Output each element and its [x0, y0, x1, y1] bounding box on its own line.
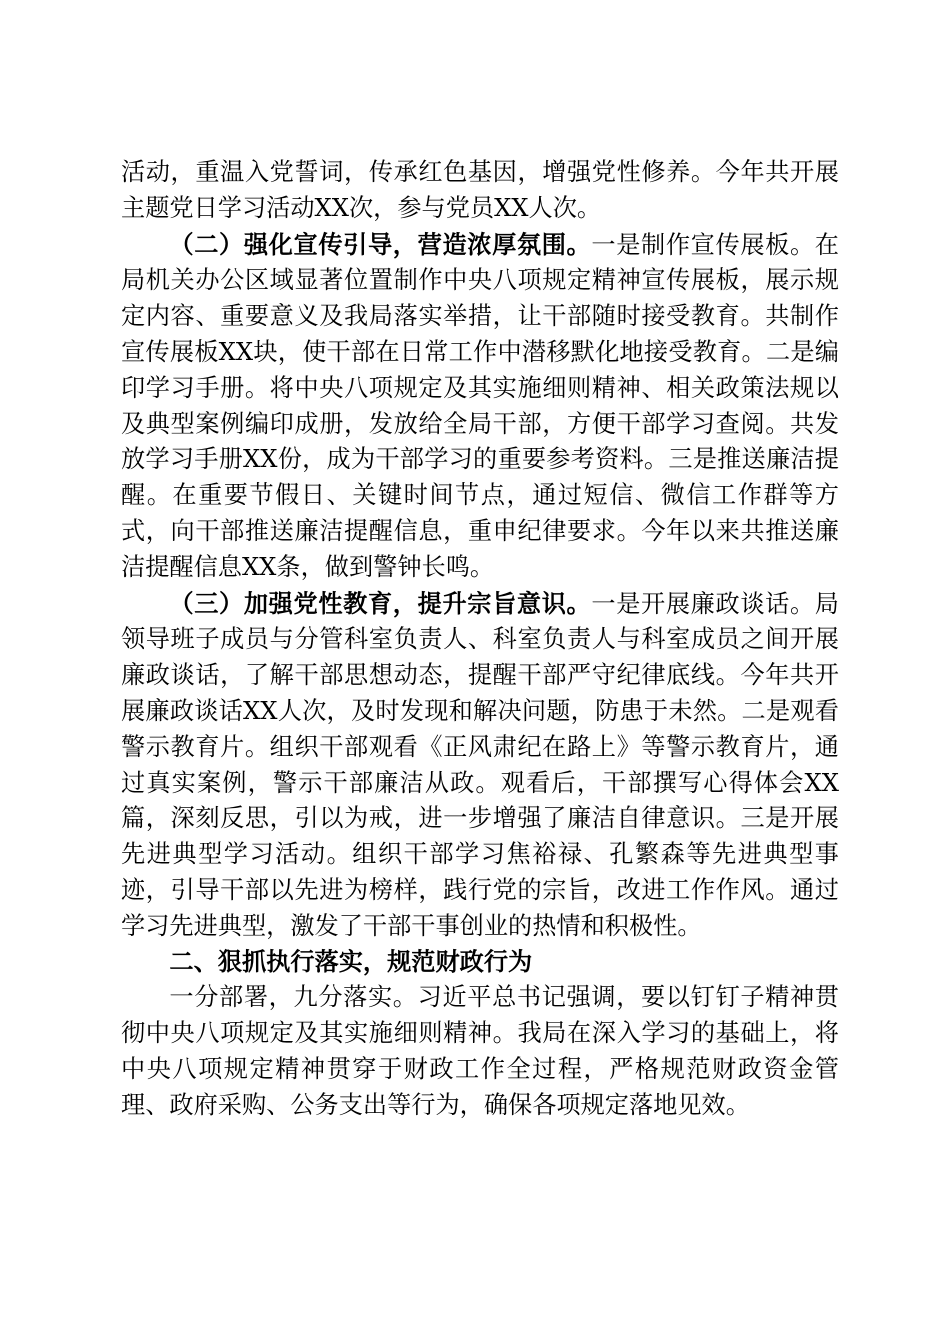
- paragraph-text: 一是制作宣传展板。在局机关办公区域显著位置制作中央八项规定精神宣传展板，展示规定内容、重要意义及我局落实举措，让干部随时接受教育。共制作宣传展板XX块，使干部在日常工作中潜移默化地接受教育。二是编印学习手册。将中央八项规定及其实施细则精神、相关政策法规以及典型案例编印成册，发放给全局干部，方便干部学习查阅。共发放学习手册XX份，成为干部学习的重要参考资料。三是推送廉洁提醒。在重要节假日、关键时间节点，通过短信、微信工作群等方式，向干部推送廉洁提醒信息，重申纪律要求。今年以来共推送廉洁提醒信息XX条，做到警钟长鸣。: [121, 230, 839, 581]
- section-heading-text: 二、狠抓执行落实，规范财政行为: [169, 947, 533, 976]
- paragraph-subsection-2: [121, 227, 839, 586]
- section-heading: [121, 945, 839, 981]
- paragraph-text: 一分部署，九分落实。习近平总书记强调，要以钉钉子精神贯彻中央八项规定及其实施细则精神。我局在深入学习的基础上，将中央八项规定精神贯穿于财政工作全过程，严格规范财政资金管理、政府采购、公务支出等行为，确保各项规定落地见效。: [121, 983, 839, 1119]
- paragraph-subsection-3: [121, 586, 839, 945]
- subsection-lead: （三）加强党性教育，提升宗旨意识。: [169, 588, 592, 618]
- paragraph-text: 活动，重温入党誓词，传承红色基因，增强党性修养。今年共开展主题党日学习活动XX次，参与党员XX人次。: [121, 158, 839, 222]
- subsection-lead: （二）强化宣传引导，营造浓厚氛围。: [169, 229, 592, 259]
- paragraph-continuation: [121, 155, 839, 227]
- document-body: [121, 155, 839, 1124]
- paragraph-normal: [121, 980, 839, 1123]
- paragraph-text: 一是开展廉政谈话。局领导班子成员与分管科室负责人、科室负责人与科室成员之间开展廉政谈话，了解干部思想动态，提醒干部严守纪律底线。今年共开展廉政谈话XX人次，及时发现和解决问题，防患于未然。二是观看警示教育片。组织干部观看《正风肃纪在路上》等警示教育片，通过真实案例，警示干部廉洁从政。观看后，干部撰写心得体会XX篇，深刻反思，引以为戒，进一步增强了廉洁自律意识。三是开展先进典型学习活动。组织干部学习焦裕禄、孔繁森等先进典型事迹，引导干部以先进为榜样，践行党的宗旨，改进工作作风。通过学习先进典型，激发了干部干事创业的热情和积极性。: [121, 589, 839, 940]
